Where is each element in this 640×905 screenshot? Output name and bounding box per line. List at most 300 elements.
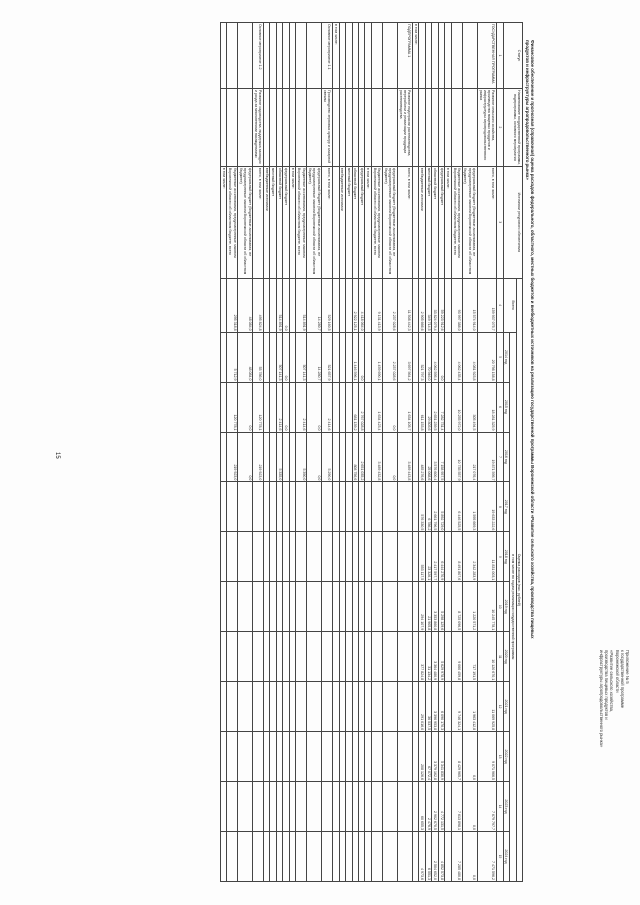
- cell-value: [322, 782, 333, 832]
- cell-source: федеральный бюджет (бюджетные ассигнования, не предусмотренные законом Воронежской области об областном бюджете): [462, 166, 477, 278]
- cell-value: 2 902 670,5: [432, 782, 438, 832]
- cell-value: [371, 532, 382, 582]
- cell-value: 5 341 830,9: [438, 732, 444, 782]
- cell-name: [412, 88, 418, 166]
- cell-status: [227, 23, 238, 89]
- cell-value: [333, 582, 339, 632]
- cell-value: [333, 278, 339, 332]
- cell-value: [322, 732, 333, 782]
- cell-value: [227, 682, 238, 732]
- cell-value: [276, 582, 282, 632]
- cell-value: 219 923,0: [253, 432, 264, 482]
- cell-value: 4 062 435,4: [451, 332, 462, 382]
- cell-value: 295 318,8: [227, 278, 238, 332]
- cell-source: всего, в том числе:: [477, 166, 496, 278]
- cell-value: 67 072,4: [425, 732, 431, 782]
- cell-value: [412, 432, 418, 482]
- cell-name: [339, 88, 345, 166]
- cell-value: 6 786,2: [425, 482, 431, 532]
- cell-value: [365, 782, 371, 832]
- cell-value: [339, 482, 345, 532]
- cell-name: [289, 88, 295, 166]
- cell-value: [270, 632, 276, 682]
- table-row: [397, 23, 412, 882]
- cell-value: 11 831 003,1: [477, 532, 496, 582]
- cell-value: [264, 332, 270, 382]
- cell-value: 70 946,0: [425, 332, 431, 382]
- header-year: 2014 год: [503, 332, 509, 382]
- cell-value: 2 414,6: [322, 382, 333, 432]
- cell-value: [296, 482, 307, 532]
- cell-status: [352, 23, 358, 89]
- cell-value: 5 892 729,0: [438, 482, 444, 532]
- cell-value: [412, 332, 418, 382]
- column-number: 4: [497, 278, 503, 332]
- cell-value: [445, 682, 451, 732]
- cell-value: 60 655,3: [419, 782, 425, 832]
- cell-value: [264, 532, 270, 582]
- cell-value: 36 537,5: [425, 682, 431, 732]
- cell-source: бюджетные ассигнования, предусмотренные законом Воронежской области об областном бюджете, всего: [227, 166, 238, 278]
- header-total: Всего: [503, 278, 516, 332]
- cell-value: [220, 732, 226, 782]
- cell-value: 48 084,0: [238, 332, 253, 382]
- cell-value: [412, 278, 418, 332]
- cell-name: [425, 88, 431, 166]
- cell-source: [412, 166, 418, 278]
- table-row: [276, 23, 282, 882]
- cell-value: 93 997 388,0: [451, 278, 462, 332]
- appendix-line: инфраструктуры агропродовольственного рынка»: [598, 650, 604, 748]
- cell-value: [283, 632, 289, 682]
- cell-name: Производство зерновых культур и сахарной свеклы: [322, 88, 333, 166]
- cell-value: [220, 632, 226, 682]
- cell-name: [438, 88, 444, 166]
- cell-value: 7 613 898,1: [451, 782, 462, 832]
- cell-source: в том числе:: [289, 166, 295, 278]
- cell-value: [445, 382, 451, 432]
- cell-value: 0,0: [462, 832, 477, 882]
- cell-value: [412, 732, 418, 782]
- cell-value: [445, 732, 451, 782]
- cell-value: [289, 632, 295, 682]
- cell-value: 2 476,9: [425, 782, 431, 832]
- cell-value: [253, 582, 264, 632]
- appendix-line: «Развитие сельского хозяйства,: [609, 650, 615, 713]
- header-year: 2020 год: [503, 632, 509, 682]
- cell-value: 120 778,1: [227, 382, 238, 432]
- cell-value: 681 139,2: [352, 382, 358, 432]
- cell-value: 2 651 239,5: [432, 382, 438, 432]
- cell-value: [339, 732, 345, 782]
- cell-value: 3 489 443,8: [397, 432, 412, 482]
- cell-value: [289, 482, 295, 532]
- table-row: [238, 23, 253, 882]
- cell-source: федеральный бюджет: [283, 166, 289, 278]
- cell-value: [382, 582, 397, 632]
- cell-value: [333, 482, 339, 532]
- cell-value: [264, 632, 270, 682]
- cell-value: [365, 532, 371, 582]
- cell-value: [371, 682, 382, 732]
- cell-value: [339, 582, 345, 632]
- cell-value: 611 153,8: [419, 382, 425, 432]
- cell-value: 5 298 129,6: [438, 582, 444, 632]
- cell-value: 9 060 459,8: [451, 632, 462, 682]
- cell-value: [276, 632, 282, 682]
- cell-value: [289, 782, 295, 832]
- cell-status: [445, 23, 451, 89]
- cell-value: [283, 782, 289, 832]
- cell-source: в том числе:: [220, 166, 226, 278]
- cell-value: 33 824 079,4: [432, 278, 438, 332]
- table-row: [477, 23, 496, 882]
- cell-value: 120 778,1: [253, 382, 264, 432]
- cell-value: [352, 482, 358, 532]
- cell-status: [307, 23, 322, 89]
- cell-value: 5 335,0: [276, 432, 282, 482]
- cell-name: [296, 88, 307, 166]
- cell-value: [397, 532, 412, 582]
- cell-value: [283, 582, 289, 632]
- cell-value: [365, 432, 371, 482]
- header-row: [516, 23, 522, 882]
- appendix-line: Воронежской области: [614, 650, 620, 693]
- cell-value: 495 824,8: [253, 278, 264, 332]
- cell-name: [419, 88, 425, 166]
- table-row: [371, 23, 382, 882]
- cell-value: [296, 582, 307, 632]
- header-year: 2018 год: [503, 532, 509, 582]
- table-row: [352, 23, 358, 882]
- cell-value: [371, 582, 382, 632]
- cell-value: 1 963 412,8: [462, 682, 477, 732]
- cell-value: [346, 382, 352, 432]
- column-number: 2: [497, 88, 503, 166]
- cell-value: [296, 632, 307, 682]
- cell-value: [227, 732, 238, 782]
- cell-value: 0,0: [238, 382, 253, 432]
- cell-source: федеральный бюджет (бюджетные ассигнования, не предусмотренные законом Воронежской области об областном бюджете): [238, 166, 253, 278]
- column-number: 15: [497, 832, 503, 882]
- cell-value: 6 551,3: [425, 832, 431, 882]
- cell-status: [438, 23, 444, 89]
- cell-name: Развитие сельского хозяйства, производства пищевых продуктов и инфраструктуры агропродовольственного рынка: [477, 88, 496, 166]
- cell-value: [276, 732, 282, 782]
- cell-value: [307, 832, 322, 882]
- cell-value: [382, 482, 397, 532]
- table-row: [264, 23, 270, 882]
- column-number: 14: [497, 782, 503, 832]
- cell-value: [227, 482, 238, 532]
- cell-value: 808 756,6: [352, 432, 358, 482]
- cell-value: [307, 782, 322, 832]
- cell-value: [289, 332, 295, 382]
- table-row: [432, 23, 438, 882]
- cell-name: Развитие садоводства, поддержка закладки и ухода за многолетними насаждениями: [253, 88, 264, 166]
- cell-source: бюджетные ассигнования, предусмотренные законом Воронежской области об областном бюджете, всего: [296, 166, 307, 278]
- cell-value: [412, 382, 418, 432]
- cell-value: 1 459 690,1: [371, 332, 382, 382]
- cell-value: [352, 682, 358, 732]
- cell-value: [365, 582, 371, 632]
- cell-value: 5 712,9: [227, 332, 238, 382]
- cell-value: 4 062 595,4: [432, 332, 438, 382]
- cell-value: 7 282 731,4: [438, 382, 444, 432]
- cell-value: [253, 682, 264, 732]
- cell-value: [296, 732, 307, 782]
- cell-name: [371, 88, 382, 166]
- cell-value: [371, 732, 382, 782]
- cell-value: [270, 432, 276, 482]
- cell-value: [270, 832, 276, 882]
- cell-value: [307, 682, 322, 732]
- cell-value: [333, 682, 339, 732]
- cell-value: 8 491 807,6: [451, 532, 462, 582]
- cell-value: [339, 432, 345, 482]
- cell-value: [445, 532, 451, 582]
- page-number: 15: [54, 452, 60, 459]
- cell-source: внебюджетные источники: [339, 166, 345, 278]
- column-number: 1: [497, 23, 503, 89]
- cell-value: [412, 832, 418, 882]
- cell-value: [270, 682, 276, 732]
- cell-value: [307, 732, 322, 782]
- cell-value: 0,0: [438, 332, 444, 382]
- cell-source: всего, в том числе:: [322, 166, 333, 278]
- cell-source: местный бюджет: [346, 166, 352, 278]
- cell-value: [333, 332, 339, 382]
- cell-value: [238, 682, 253, 732]
- cell-value: [397, 832, 412, 882]
- cell-value: [220, 482, 226, 532]
- cell-value: 3 396 953,8: [432, 682, 438, 732]
- cell-source: местный бюджет: [425, 166, 431, 278]
- column-number: 6: [497, 382, 503, 432]
- cell-value: [253, 482, 264, 532]
- cell-value: [289, 278, 295, 332]
- cell-value: [264, 682, 270, 732]
- column-number: 9: [497, 532, 503, 582]
- column-number: 11: [497, 632, 503, 682]
- cell-value: [296, 832, 307, 882]
- cell-value: 19 633 222,6: [477, 482, 496, 532]
- cell-status: [462, 23, 477, 89]
- cell-value: [365, 332, 371, 382]
- cell-value: [397, 782, 412, 832]
- cell-value: 59 223 912,6: [438, 278, 444, 332]
- cell-source: бюджетные ассигнования, предусмотренные законом Воронежской области об областном бюджете, всего: [451, 166, 462, 278]
- cell-value: [253, 782, 264, 832]
- cell-value: [289, 832, 295, 882]
- cell-status: [276, 23, 282, 89]
- cell-value: 514 891,9: [276, 278, 282, 332]
- column-number: 12: [497, 682, 503, 732]
- cell-value: [264, 432, 270, 482]
- cell-value: [382, 782, 397, 832]
- cell-value: [445, 332, 451, 382]
- header-year: 2016 год: [503, 432, 509, 482]
- cell-value: [322, 532, 333, 582]
- header-year: 2024 год: [503, 832, 509, 882]
- header-year: 2019 год: [503, 582, 509, 632]
- cell-value: [346, 432, 352, 482]
- column-number: 5: [497, 332, 503, 382]
- cell-source: федеральный бюджет (бюджетные ассигнования, не предусмотренные законом Воронежской области об областном бюджете): [382, 166, 397, 278]
- cell-value: 4 973,6: [419, 832, 425, 882]
- cell-source: всего, в том числе:: [397, 166, 412, 278]
- cell-value: [238, 482, 253, 532]
- table-row: [289, 23, 295, 882]
- cell-name: [220, 88, 226, 166]
- cell-value: [346, 482, 352, 532]
- cell-value: [346, 278, 352, 332]
- cell-status: [382, 23, 397, 89]
- cell-name: [307, 88, 322, 166]
- cell-value: [365, 382, 371, 432]
- cell-value: [322, 832, 333, 882]
- cell-value: [412, 632, 418, 682]
- cell-value: [289, 682, 295, 732]
- cell-value: 21 905,8: [425, 582, 431, 632]
- cell-value: [359, 532, 365, 582]
- cell-value: 1 595 669,3: [462, 482, 477, 532]
- cell-value: [220, 782, 226, 832]
- cell-name: [346, 88, 352, 166]
- cell-name: [283, 88, 289, 166]
- cell-value: [365, 632, 371, 682]
- cell-value: 521 797,3: [419, 332, 425, 382]
- cell-source: областной бюджет: [432, 166, 438, 278]
- cell-value: [289, 432, 295, 482]
- cell-value: [359, 732, 365, 782]
- document-title: Финансовое обеспечение и прогнозная (справочная) оценка расходов федерального, областного, местных бюджетов и внебюджетных источников на реализацию государственной программы Воронежской области «Развитие сельского хозяйства, производства пищевых продуктов и инфраструктуры агропродовольственного рынка»: [524, 40, 535, 639]
- cell-value: 29 803,6: [425, 382, 431, 432]
- cell-value: [253, 632, 264, 682]
- cell-source: в том числе:: [445, 166, 451, 278]
- cell-value: 377 824,8: [419, 632, 425, 682]
- cell-value: 11 508 442,3: [397, 278, 412, 332]
- cell-value: [238, 732, 253, 782]
- cell-value: [270, 482, 276, 532]
- cell-value: 6 444 270,9: [438, 532, 444, 582]
- cell-value: 2 504 652,0: [432, 832, 438, 882]
- cell-value: 0,0: [283, 278, 289, 332]
- header-year: 2021 год: [503, 682, 509, 732]
- cell-status: [451, 23, 462, 89]
- cell-status: [425, 23, 431, 89]
- cell-name: [445, 88, 451, 166]
- cell-value: [346, 782, 352, 832]
- cell-value: 305 494,5: [462, 382, 477, 432]
- cell-value: 217 076,4: [462, 432, 477, 482]
- cell-name: [352, 88, 358, 166]
- cell-name: [462, 88, 477, 166]
- cell-value: [227, 632, 238, 682]
- cell-value: 529 160,5: [322, 278, 333, 332]
- cell-value: 6 446 525,5: [451, 482, 462, 532]
- cell-value: [276, 832, 282, 882]
- cell-value: [445, 432, 451, 482]
- cell-value: 48 084,0: [238, 278, 253, 332]
- cell-value: 3 576 600,4: [432, 432, 438, 482]
- cell-value: [283, 732, 289, 782]
- cell-value: 10 120 670,1: [477, 632, 496, 682]
- cell-value: [264, 382, 270, 432]
- cell-value: [371, 782, 382, 832]
- cell-value: [333, 532, 339, 582]
- cell-value: [270, 382, 276, 432]
- cell-value: [352, 532, 358, 582]
- cell-value: 7 158 957,5: [438, 432, 444, 482]
- cell-value: 1 446 596,1: [352, 332, 358, 382]
- cell-value: [445, 278, 451, 332]
- cell-value: 5 290,0: [322, 432, 333, 482]
- cell-value: [359, 582, 365, 632]
- cell-status: [346, 23, 352, 89]
- cell-value: 2 237 028,6: [382, 278, 397, 332]
- table-row: [307, 23, 322, 882]
- cell-value: [238, 632, 253, 682]
- cell-source: областной бюджет: [352, 166, 358, 278]
- cell-value: [359, 632, 365, 682]
- cell-status: [365, 23, 371, 89]
- cell-value: [264, 582, 270, 632]
- cell-value: [339, 278, 345, 332]
- cell-status: [270, 23, 276, 89]
- cell-value: 2 922 125,1: [352, 278, 358, 332]
- cell-value: [276, 782, 282, 832]
- cell-value: 3 379 162,8: [432, 732, 438, 782]
- cell-name: [333, 88, 339, 166]
- cell-value: [270, 332, 276, 382]
- cell-source: федеральный бюджет: [359, 166, 365, 278]
- cell-value: [382, 732, 397, 782]
- column-number: 8: [497, 482, 503, 532]
- cell-value: 9 071 966,5: [477, 732, 496, 782]
- cell-value: [352, 832, 358, 882]
- cell-value: [270, 782, 276, 832]
- cell-value: 8 429 965,7: [451, 732, 462, 782]
- cell-value: 2 767 028,8: [359, 382, 365, 432]
- cell-value: [322, 682, 333, 732]
- cell-source: в том числе:: [365, 166, 371, 278]
- header-status: Статус: [503, 23, 522, 89]
- cell-value: 4 852 573,8: [438, 832, 444, 882]
- cell-value: [346, 682, 352, 732]
- cell-status: ПОДПРОГРАММА 1: [397, 23, 412, 89]
- cell-value: 0,0: [359, 332, 365, 382]
- cell-value: [352, 732, 358, 782]
- cell-value: [283, 432, 289, 482]
- cell-value: 4 418 064,0: [359, 278, 365, 332]
- header-numbers-row: [497, 23, 503, 882]
- table-row: [270, 23, 276, 882]
- cell-value: [382, 532, 397, 582]
- cell-name: [451, 88, 462, 166]
- table-row: [346, 23, 352, 882]
- cell-value: [365, 482, 371, 532]
- header-by-years: в том числе по годам реализации государственной программы: [510, 332, 516, 881]
- cell-value: [253, 532, 264, 582]
- cell-value: [339, 632, 345, 682]
- cell-value: 208 126,6: [419, 732, 425, 782]
- cell-value: [276, 482, 282, 532]
- cell-value: 0,0: [238, 432, 253, 482]
- cell-value: 717 191,5: [462, 632, 477, 682]
- header-year: 2023 год: [503, 782, 509, 832]
- cell-value: [352, 782, 358, 832]
